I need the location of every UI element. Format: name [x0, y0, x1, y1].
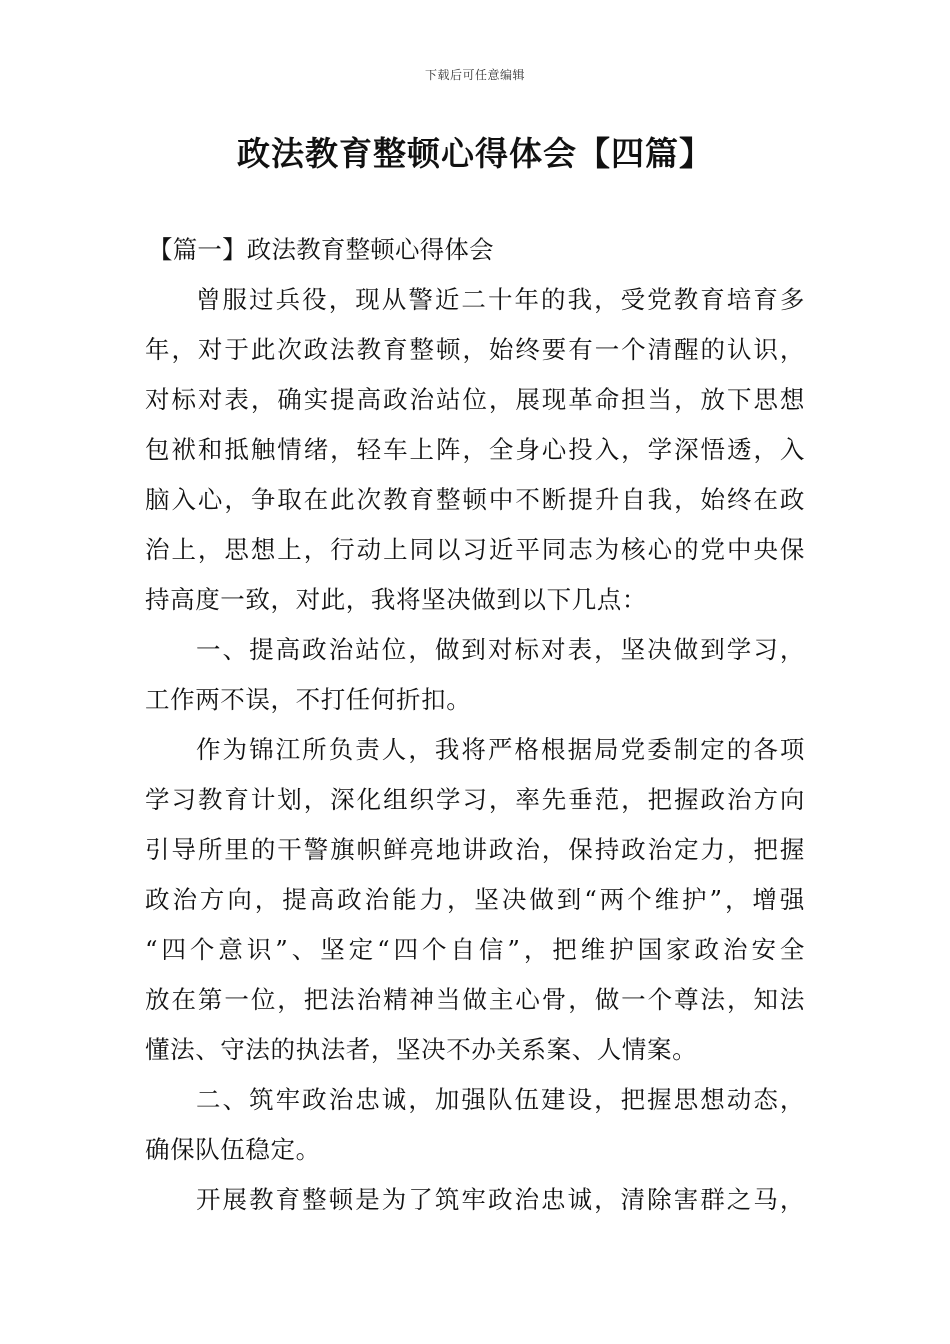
paragraph-line: 年，对于此次政法教育整顿，始终要有一个清醒的认识，	[145, 335, 805, 364]
paragraph-line: 懂法、守法的执法者，坚决不办关系案、人情案。	[145, 1035, 698, 1064]
paragraph-line: 工作两不误，不打任何折扣。	[145, 685, 472, 714]
paragraph-line: 对标对表，确实提高政治站位，展现革命担当，放下思想	[145, 385, 805, 414]
paragraph-line: 持高度一致，对此，我将坚决做到以下几点：	[145, 585, 647, 614]
paragraph-line: 政治方向，提高政治能力，坚决做到“两个维护”，增强	[145, 885, 805, 914]
document-title: 政法教育整顿心得体会【四篇】	[237, 134, 713, 173]
paragraph-line: 脑入心，争取在此次教育整顿中不断提升自我，始终在政	[145, 485, 805, 514]
paragraph-line: 曾服过兵役，现从警近二十年的我，受党教育培育多	[196, 285, 805, 314]
paragraph-line: 引导所里的干警旗帜鲜亮地讲政治，保持政治定力，把握	[145, 835, 805, 864]
document-body	[145, 228, 805, 1228]
paragraph-line: 二、筑牢政治忠诚，加强队伍建设，把握思想动态，	[196, 1085, 805, 1114]
paragraph-line: “四个意识”、坚定“四个自信”，把维护国家政治安全	[145, 935, 805, 964]
paragraph-line: 确保队伍稳定。	[145, 1135, 321, 1164]
paragraph-line: 开展教育整顿是为了筑牢政治忠诚，清除害群之马，	[196, 1185, 805, 1214]
section-heading: 【篇一】政法教育整顿心得体会	[148, 235, 494, 264]
paragraph-line: 放在第一位，把法治精神当做主心骨，做一个尊法，知法	[145, 985, 805, 1014]
paragraph-line: 学习教育计划，深化组织学习，率先垂范，把握政治方向	[145, 785, 805, 814]
paragraph-line: 作为锦江所负责人，我将严格根据局党委制定的各项	[196, 735, 805, 764]
paragraph-line: 治上，思想上，行动上同以习近平同志为核心的党中央保	[145, 535, 805, 564]
header-note: 下载后可任意编辑	[424, 68, 525, 82]
paragraph-line: 包袱和抵触情绪，轻车上阵，全身心投入，学深悟透，入	[145, 435, 805, 464]
paragraph-line: 一、提高政治站位，做到对标对表，坚决做到学习，	[196, 635, 805, 664]
